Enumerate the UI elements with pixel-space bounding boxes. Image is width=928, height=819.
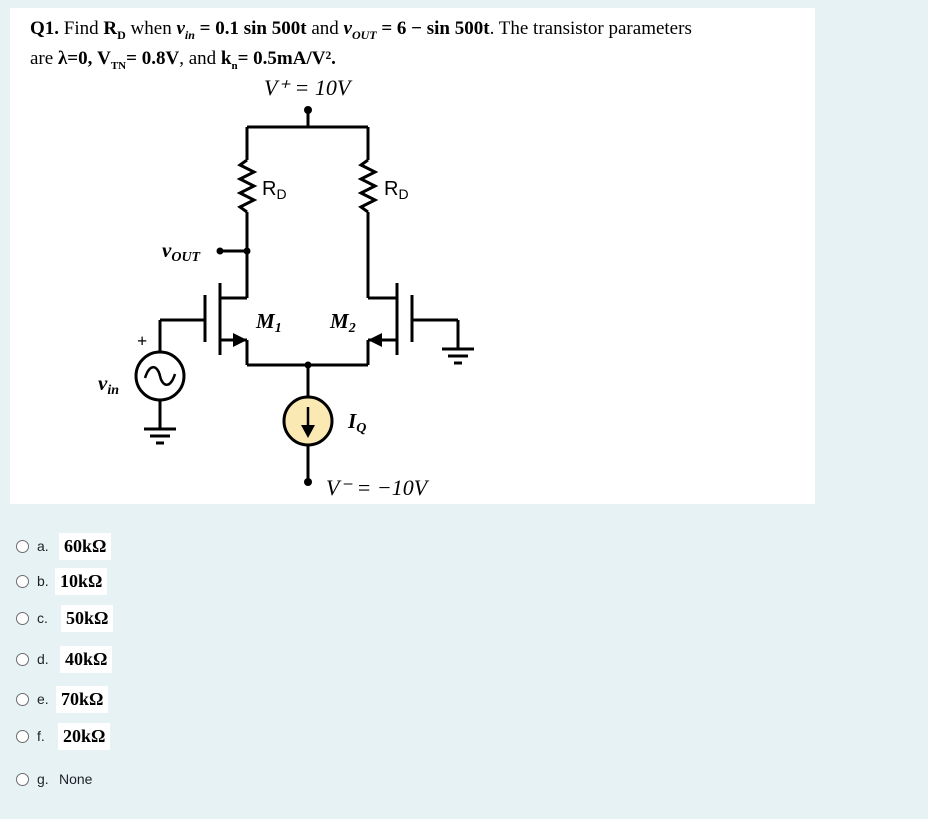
option-b-value: 10kΩ: [55, 568, 107, 595]
radio-button[interactable]: [16, 540, 29, 553]
plus-sign: +: [137, 331, 148, 351]
option-d-value: 40kΩ: [60, 646, 112, 673]
option-d[interactable]: d. 40kΩ: [16, 644, 112, 674]
question-number: Q1.: [30, 18, 60, 39]
m1-label: M1: [256, 309, 282, 336]
rd-right-label: $R_D$: [384, 178, 409, 202]
vout-node: [217, 248, 224, 255]
m2-label: M2: [330, 309, 356, 336]
vin-label: vin: [98, 371, 120, 398]
radio-button[interactable]: [16, 773, 29, 786]
option-e-value: 70kΩ: [56, 686, 108, 713]
radio-button[interactable]: [16, 653, 29, 666]
option-g-value: None: [59, 771, 93, 787]
option-a-value: 60kΩ: [59, 533, 111, 560]
iq-label: IQ: [348, 409, 367, 436]
vminus-node: [304, 478, 312, 486]
question-line-2: are λ=0, $V_{TN}= 0.8V$, and $k_n= 0.5mA/V^2$.: [30, 47, 336, 72]
radio-button[interactable]: [16, 575, 29, 588]
vin-expression: $v_{in} = 0.1$ sin 500t: [176, 18, 307, 42]
radio-button[interactable]: [16, 693, 29, 706]
vout-label: vOUT: [162, 238, 201, 265]
option-b[interactable]: b. 10kΩ: [16, 566, 107, 596]
vout-expression: $v_{OUT} = 6 - \sin 500t$: [343, 18, 490, 42]
radio-button[interactable]: [16, 730, 29, 743]
option-f-value: 20kΩ: [58, 723, 110, 750]
rd-left-label: $R_D$: [262, 178, 287, 202]
option-c[interactable]: c. 50kΩ: [16, 603, 113, 633]
option-e[interactable]: e. 70kΩ: [16, 684, 108, 714]
question-prefix: Find: [63, 18, 99, 39]
radio-button[interactable]: [16, 612, 29, 625]
ground-icon: [144, 429, 176, 443]
vplus-label: V⁺ = 10V: [264, 75, 351, 100]
vplus-node: [304, 106, 312, 114]
vminus-label: V⁻ = −10V: [326, 475, 428, 500]
rd-symbol: $R_D$: [103, 18, 126, 42]
ground-icon: [442, 349, 474, 363]
question-line-1: Q1. Find $R_D$ when $v_{in} = 0.1$ sin 500t and $v_{OUT} = 6 - \sin 500t$. The transistor parameters: [30, 18, 692, 42]
option-a[interactable]: a. 60kΩ: [16, 531, 111, 561]
option-c-value: 50kΩ: [61, 605, 113, 632]
option-f[interactable]: f. 20kΩ: [16, 721, 110, 751]
option-g[interactable]: g. None: [16, 764, 92, 794]
